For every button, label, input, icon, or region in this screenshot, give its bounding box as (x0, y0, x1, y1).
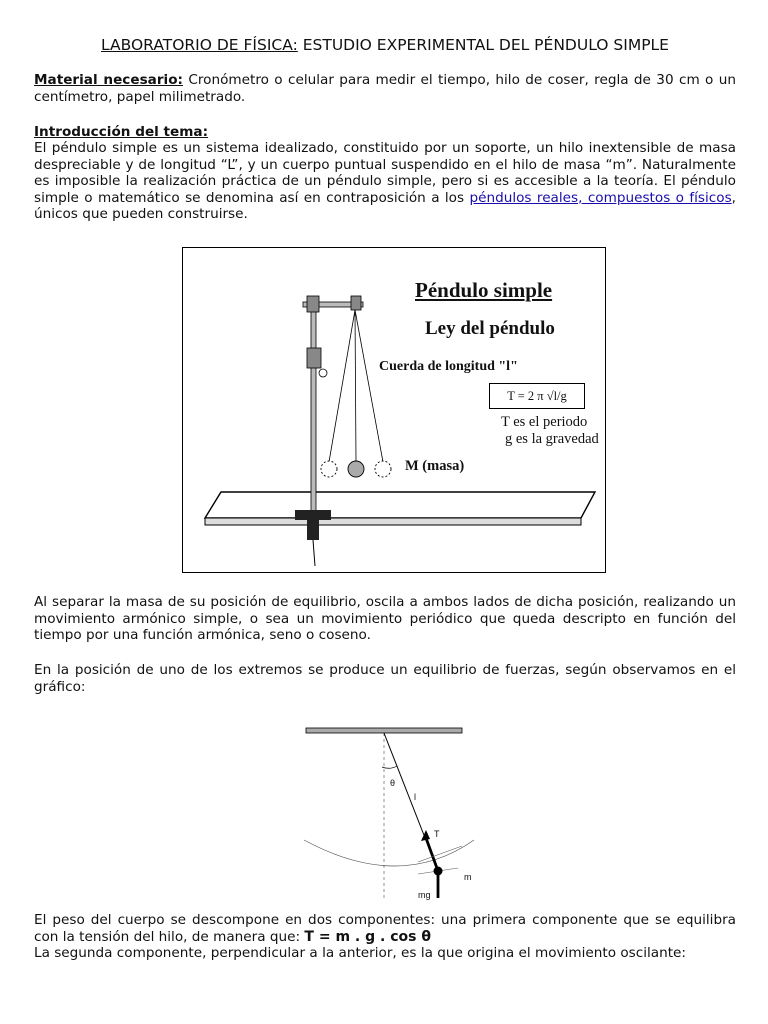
clamp-screw (307, 520, 319, 540)
stand-rod (311, 300, 316, 515)
material-label: Material necesario: (34, 72, 183, 88)
arm-clamp (307, 296, 319, 312)
bob-center (348, 461, 364, 477)
side-clamp (307, 348, 321, 368)
string-length-label: Cuerda de longitud "l" (379, 359, 518, 374)
side-knob (319, 369, 327, 377)
title-topic: ESTUDIO EXPERIMENTAL DEL PÉNDULO SIMPLE (297, 36, 669, 54)
period-formula: T = 2 π √l/g (489, 383, 585, 409)
table-edge (205, 518, 581, 525)
figure-subtitle: Ley del péndulo (425, 318, 555, 339)
figure-title: Péndulo simple (415, 278, 553, 302)
string-left (329, 310, 355, 462)
table-top (205, 492, 595, 518)
legend-period: T es el periodo (501, 414, 588, 430)
string-right (355, 310, 383, 462)
document-title (34, 36, 736, 54)
force-diagram-drawing (290, 722, 490, 902)
pendulum-apparatus-figure (182, 247, 606, 573)
intro-text-1: El péndulo simple es un sistema idealizado, constituido por un soporte, un hilo inextensible de masa despreciable y de longitud “L”, y un cuerpo puntual suspendido en el hilo de masa “m”. Naturalmente es imposible la realización práctica de un péndulo simple, pero si es accesible a la teoría. El péndulo simple o matemático se denomina así en contraposición a los (34, 140, 736, 206)
pivot-clamp (351, 296, 361, 310)
intro-label: Introducción del tema: (34, 124, 209, 140)
intro-paragraph (34, 140, 736, 223)
intro-heading (34, 124, 736, 141)
title-lab-label: LABORATORIO DE FÍSICA: (101, 36, 298, 54)
second-component-paragraph: La segunda componente, perpendicular a la anterior, es la que origina el movimiento oscilante: (34, 945, 686, 961)
mass-point-label: m (464, 872, 472, 882)
intro-text-2: , únicos que pueden construirse. (34, 189, 736, 223)
swing-arc (304, 840, 474, 866)
real-pendulums-link[interactable]: péndulos reales, compuestos o físicos (469, 189, 732, 206)
tension-label: T (434, 829, 440, 839)
length-label: l (414, 792, 416, 802)
clamp-handle (313, 540, 315, 566)
material-paragraph (34, 72, 736, 105)
legend-gravity: g es la gravedad (505, 431, 599, 447)
mass-label: M (masa) (405, 458, 465, 474)
equilibrium-paragraph: En la posición de uno de los extremos se produce un equilibrio de fuerzas, según observamos en el gráfico: (34, 662, 736, 695)
angle-arc (382, 766, 397, 768)
weight-paragraph (34, 912, 736, 945)
tangent-line-1 (418, 846, 462, 862)
material-text: Cronómetro o celular para medir el tiempo, hilo de coser, regla de 30 cm o un centímetro, papel milimetrado. (34, 72, 736, 105)
ceiling-support (306, 728, 462, 733)
force-diagram-figure (290, 722, 490, 902)
bob-right (375, 461, 391, 477)
tension-formula: T = m . g . cos θ (304, 928, 431, 945)
bob-left (321, 461, 337, 477)
figure-legend (501, 414, 599, 448)
weight-label: mg (418, 890, 431, 900)
theta-label: θ (390, 778, 396, 788)
string-center (355, 310, 356, 462)
pendulum-bob (434, 867, 443, 876)
clamp-base (295, 510, 331, 520)
weight-text: El peso del cuerpo se descompone en dos componentes: una primera componente que se equilibra con la tensión del hilo, de manera que: (34, 912, 736, 945)
oscillation-paragraph: Al separar la masa de su posición de equilibrio, oscila a ambos lados de dicha posición, realizando un movimiento armónico simple, o sea un movimiento periódico que queda descripto en función del tiempo por una función armónica, seno o coseno. (34, 594, 736, 644)
tension-vector (426, 838, 438, 871)
